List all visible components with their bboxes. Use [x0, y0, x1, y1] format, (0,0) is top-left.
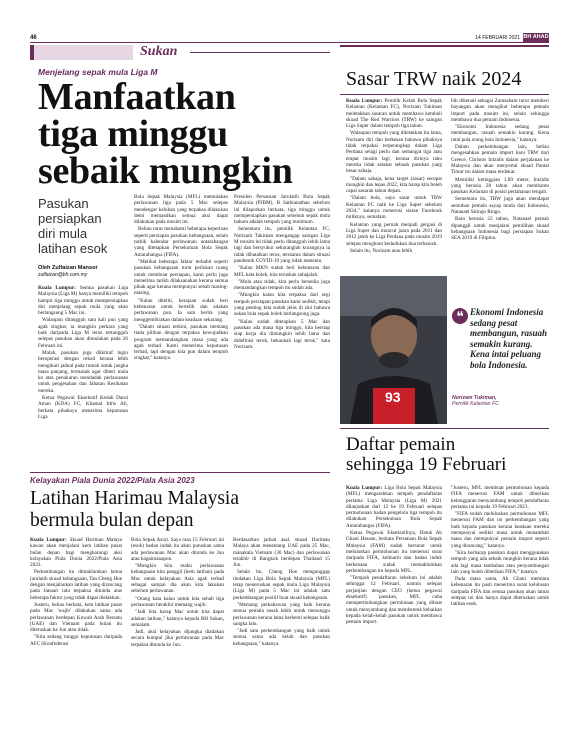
story3-top-rule — [30, 472, 330, 473]
story1-para: "Kalau MKN sudah beri kebenaran dan MFL kata boleh, kita teruskan sahajalah. — [234, 265, 330, 278]
story2-para: Sementara itu, TRW juga akan mendapat sentuhan pemain sayap muda dari Indonesia, Natanael Siringo Ringo. — [451, 196, 549, 216]
quote-mark-icon: ❝ — [452, 308, 468, 324]
story4-para: "Kita berharap pasukan dapat menggunakan tempoh yang ada sebaik mungkin kerana tidak ada lagi masa tambahan atau penyambungan lain yang boleh diberikan FIFA," katanya. — [451, 549, 549, 575]
story2-para: Kuala Lumpur: Pemilik Kelab Bola Sepak Kelantan (Kelantan FC), Norizam Tukiman meletakkan sasaran untuk membawa kembali skuad The Red Warriors (TRW) ke saingan Liga Super dalam tempoh tiga tahun. — [346, 98, 442, 130]
story3-para: "Jadi kita harap Mac untuk kita dapat adakan latihan," katanya kepada BH Sukan, semalam. — [131, 609, 224, 628]
story4-top-rule — [340, 428, 549, 429]
story1-headline-line: Manfaatkan — [38, 76, 236, 118]
story2-para: "Ekonomi Indonesia sedang pesat membangun, rasuah semakin kurang. Kena intai pula orang bola Indonesia," katanya. — [451, 124, 549, 143]
story2-quote-role: Pemilik Kelantan FC — [452, 401, 499, 407]
story1-para: "Kalau sudah ditetapkan 5 Mac dan pasukan ada masa tiga minggu, kita bersiap siap kerja dia dimungkin lebih lama dan didefinisi teruk, bekankah lagi teruk," kata Norizam. — [234, 318, 330, 350]
story2-para: "Dalam bola, saya sasar untuk TRW Kelantan FC naik ke Liga Super sebelum 2024," katanya menerusi siaran Facebook miliknya, semalam. — [346, 195, 442, 221]
section-tab-accent — [30, 45, 34, 60]
story3-para: "Mungkin kita mahu perlawanan kebangsaan kita panggil (kem latihan) pada Mac untuk kelayakan Asia agak terhad sebagai sampai dia akan kita lakukan sebelum perlawanan. — [131, 563, 224, 595]
story1-para: Bola Sepak Malaysia (MFL) memulakan perlawanan liga pada 5 Mac selepas mendengar keluhan yang terpaksa dilakukan demi memastikan semua aksi dapat dilakukan pada musim ini. — [134, 194, 228, 226]
story3-para: "Memang perkahawan yang baik kerana semua pemain susah lebih untuk menunggu perlawanan kerana lama berhenti selepas balik sangka lalu. — [233, 601, 330, 627]
dateline: Kuala Lumpur: — [346, 98, 383, 104]
story3-headline-line: bermula bulan depan — [30, 510, 194, 531]
page-number: 46 — [30, 35, 37, 41]
section-tab-bg — [30, 45, 133, 60]
story4-para: "Tempoh pendaftaran sebelum ini adalah sehingga 12 Februari, namun selepas perjanjian dengan CEO (ketua pegawai eksekutif) pasukan, MFL cuba mempertimbangkan permintaan yang dibuat untuk menyambung dan membentuk kebaikan kepada kelab-kelab pasukan untuk membawa pemain import. — [346, 575, 442, 626]
story1-para: Presiden Persatuan Jurulatih Bola Sepak Malaysia (PJBM), B Sathianathan sebelum ini dilaporkan berkata, tiga minggu untuk mempersiapkan pasukan sebelum sepak mula baharu adalah tempoh yang minimum. — [234, 194, 330, 226]
story3-para: "Kita sedang tunggu keputusan daripada AFC (Konfederasi — [30, 634, 122, 647]
story4-para: "FIFA sudah meluluskan permohonan MFL menerusi FAM dan ini perkembangan yang baik kepada pasukan kerana keadaan mereka mempunyai sedikit masa untuk menambah masa dan mempunyai pemain import seperti yang dirancang," katanya. — [451, 511, 549, 549]
story1-deck-line: persiapkan — [38, 211, 102, 226]
story1-para: "Mula atau tidak, kita perlu bersedia juga memandangkan tempoh itu sudah ada. — [234, 278, 330, 292]
story3-para: Bola Sepak Asia). Saya rasa 15 Februari ini (esok) badan induk itu akan putuskan sama ada perlawanan Mac akan ditunda ke Jun atau bagaimanapun. — [131, 537, 224, 562]
story4-headline-line: Daftar pemain — [346, 434, 456, 455]
story3-para: Jadi, aksi kelayakan dijangka diadakan secara kumpul jika perlawanan pada Mac terpaksa ditunda ke Jun. — [131, 629, 224, 648]
story1-headline-line: sebaik mungkin — [38, 150, 293, 192]
story4-para: Kuala Lumpur: Liga Bola Sepak Malaysia (MFL) mengarahkan tempoh pendaftaran pertama Liga Malaysia (Liga M) 2021 dilanjutkan dari 12 ke 19 Februari selepas permohonan badan pengelola tiga tempoh itu dilakukan Persekutuan Bola Sepak Antarabangsa (FIFA). — [346, 485, 442, 529]
story2-para: Walaupun tempoh yang diletakkan itu lama, Norizam diri dan berkesan bahawa pihaknya tidak terpakai terperangkap dalam Liga Perdana selagi perlu dan semangat tiga atau empat musim lagi, kerana dirinya tahu mereka tidak setakat sebuah pasukan yang besar sahaja. — [346, 130, 442, 175]
player-photo — [340, 276, 447, 424]
brand-logo: BH AHAD — [523, 34, 549, 40]
story3-para: Berdasarkan jadual asal, skuad Harimau Malaya akan menentang UAE pada 25 Mac, manakala Vietnam (30 Mac) dan perlawanan terakhir di Bangkok berdepan Thailand 15 Jun. — [233, 537, 330, 569]
jersey-number: 93 — [385, 389, 401, 405]
story1-para: "Dalam situasi terkini, pasukan memang tiada pilihan dengan terpaksa kewujudkan program memandangkan masa yang ada agak terhad. Kami menerima keputusan terhad, tapi dengan kita pun dalam tempoh singkat," katanya. — [134, 323, 228, 362]
story2-para: Dalam perkembangan lain, beliau mengesahkan pemain import baru TRW dari Greece, Christos Intzidis dalam perjalanan ke Malaysia dan akan menyertai skuad Pantai Timur itu dalam masa terdekat. — [451, 144, 549, 176]
section-label: Sukan — [140, 44, 178, 59]
header-rule — [30, 42, 549, 43]
story4-para: "Justeru, MFL membuat permohonan kepada FIFA menerusi FAM untuk diberikan kelonggaran menyambung tempoh pendaftaran pertama ini kepada 19 Februari 2021. — [451, 485, 549, 510]
story1-para: Walaupun ditangguh satu kali pun yang agak singkat, ia mungkin perkara yang baik daripada Liga M terus tertangguh selepas pasukan akan dimulakan pada 26 Februari ini. — [38, 317, 128, 349]
story1-para: Beliau turut menahami beberapa keperluan seperti persiapan pasukan kebangsaan, selain turkik kalendar perlawanan antarabangsa yang ditetapkan Persekutuan Bola Sepak Antarabangsa (FIFA). — [134, 226, 228, 258]
story2-para: Selain itu, Norizam atau lebih — [350, 247, 413, 254]
story2-para: bih dikenali sebagai Zamsaham turut memberi bayangan akan mengikat beberapa pemain import pada musim ini, selain sehingga membawa dua pemain Indonesia. — [451, 98, 549, 123]
story3-para: "Orang kata kalau untuk kita sebab tiga perlawanan berakhir memang wajib. — [131, 595, 224, 608]
story1-para: Malah, pasukan juga diiktiraf ingin beroperasi dengan rekod kerana lebih mengikuti jadual pada rumah untuk jangka masa panjang, termasuk agar diberi mula ke atas penukaran mendadak perlawanan untuk pengesahan dan Jabatan Kesihatan mereka. — [38, 349, 128, 394]
story4-headline — [346, 435, 506, 475]
story2-headline: Sasar TRW naik 2024 — [346, 68, 522, 90]
story1-kicker: Menjelang sepak mula Liga M — [38, 67, 158, 77]
story1-deck-line: diri mula — [38, 226, 88, 241]
dateline: Kuala Lumpur: — [30, 537, 67, 543]
story2-col1 — [346, 98, 442, 274]
story4-para: Pada masa sama, Ab Ghani meminta kebenaran itu pasti menerima surat kelulusan daripada FIFA dan semua pasukan akan tamat selepas ini dan hanya dapat diteruskan untuk latihan esok. — [451, 576, 549, 608]
story1-deck-line: latihan esok — [38, 241, 108, 256]
story1-deck-line: Pasukan — [38, 196, 89, 211]
story1-para: "Mungkin kalau kita terpaksa dari segi tempoh persiapan pasukan kami sedikit, tetapi yang penting kita sudah jelas di sini bahawa sukan bola sepak boleh berlangsung juga. — [234, 292, 330, 318]
story3-col1 — [30, 537, 122, 701]
story1-col3 — [234, 194, 330, 466]
story3-para: Justeru, beliau berkata, kem latihan pusat pada Mac 'wajib' dilakukan sama ada perlawanan berdepan Kuwait Arab Bersatu (UAE) dan Vietnam pada bulan itu diteruskan ke Jun atau tidak. — [30, 601, 122, 634]
story1-para: "Melihat beberapa faktor terbabit seperti pasukan kebangsaan turut perlukan ruang untuk membuat persiapan, kami perlu juga menerima tarikh dilaksanakan kerana semua pihak agar kerana mempunyai sebab masing-masing. — [134, 258, 228, 297]
story2-top-rule — [340, 45, 549, 47]
story1-headline-line: tiga minggu — [38, 113, 228, 155]
story4-col2 — [451, 485, 549, 701]
dateline: Kuala Lumpur: — [38, 285, 76, 291]
story1-para: Sementara itu, pemilik Kelantan FC, Norizam Tukiman mengangap saingan Liga M musim ini tidak perlu ditangguh lebih lama lagi dan bersyukur sekuranglah kurangnya ia tidak dibatalkan terus, terutama dalam situasi pandemik COVID-19 yang tidak menentu. — [234, 226, 330, 264]
story2-head-rule — [340, 94, 549, 95]
story2-para: Baru berusia 22 tahun, Natanael pernah dipanggil untuk menjalani pemilihan skuad kebangsaan Indonesia bagi persiapan Sukan SEA 2019 di Filipina. — [451, 216, 549, 242]
story1-para: Kuala Lumpur: Semua pasukan Liga Malaysia (Liga M) hanya memiliki tempoh hampir tiga minggu untuk mempersiapkan diri menjelang sepak mula yang akan berlangsung 5 Mac ini. — [38, 285, 128, 317]
story1-deck — [38, 196, 107, 256]
story1-col2 — [134, 194, 228, 466]
story2-para: Memiliki ketinggian 1.89 meter, Intzidis yang berusia 28 tahun akan membantu pasukan Kelantan di posisi pertahanan tengah. — [451, 176, 549, 196]
story2-quote: Ekonomi Indonesia sedang pesat membangun, rasuah semakin kurang. Kena intai peluang bola Indonesia. — [470, 307, 548, 370]
story3-para: "Jadi satu perkembangan yang baik untuk semua sama ada kelab dan pasukan kebangsaan," katanya. — [233, 628, 330, 647]
story3-col2 — [131, 537, 224, 701]
story1-headline — [38, 76, 293, 192]
story4-col1 — [346, 485, 442, 701]
story4-para: Ketua Pegawai Eksekutifnya, Datuk Ab Ghani Hassan, berkata Persatuan Bola Sepak Malaysia (FAM) sudah bersurat untuk meluluskan permohonan itu menerusi surat daripada FIFA, kelmarin dan badan induk berkenaan sudah memaklumkan perkembangan itu kepada MFL. — [346, 530, 442, 574]
story2-col2 — [451, 98, 549, 298]
story3-headline-line: Latihan Harimau Malaysia — [30, 488, 240, 509]
story1-col1 — [38, 285, 128, 465]
story1-para: "Kalau diteliti, kerajaan sudah beri kebenaran untuk bertelih dan adakan perlawanan pun. Ia satu berita yang menggembirakan dalam keadaan sekarang. — [134, 297, 228, 323]
story3-kicker: Kelayakan Piala Dunia 2022/Piala Asia 2023 — [30, 476, 195, 485]
story3-para: Selain itu, Cheng Hoe mengunggap tindakan Liga Bola Sepak Malaysia (MFL) tetap meneruskan sepak mula Liga Malaysia (Liga M) pada 5 Mac ini adalah satu perkembangan positif buat skuad kebangsaan. — [233, 569, 330, 601]
story2-para: "Dalam sahaja, kena target (sasar) secepat mungkin dan lepas 2022, kita harap kita boleh capai sasaran tahun depan. — [346, 175, 442, 195]
story1-para: Ketua Pegawai Eksekutif Kedah Darul Aman (KDA) FC, Khamal Idris Ali, berkata pihaknya menerima keputusan Liga — [38, 395, 128, 420]
story3-headline — [30, 488, 239, 532]
dateline: Kuala Lumpur: — [346, 485, 383, 491]
story3-col3 — [233, 537, 330, 701]
story2-para: Kelantan yang pernah menjadi gergasi di Liga Super dan muncul juara pada 2011 dan 2012 jatuh ke Liga Perdana pada musim 2019 selepas menghuni kedudukan dua terbawah. — [346, 221, 442, 247]
story4-headline-line: sehingga 19 Februari — [346, 454, 507, 475]
story2-quote-name: Norizam Tukiman, — [452, 395, 497, 401]
story3-para: Perkembangan itu dimaklumkan ketua jurulatih skuad kebangsaan, Tan Cheng Hoe dengan menjalankan latihan yang dirancang pada Januari lalu terpaksa ditunda atas beberapa faktor yang tidak dapat dielakkan. — [30, 569, 122, 601]
story1-byline-email: zulfaizan@bh.com.my — [38, 272, 88, 278]
story3-para: Kuala Lumpur: Skuad Harimau Malaya kawan akan menjalani kem latihan pusat bulan depan bagi mengharungi aksi kelayakan Piala Dunia 2022/Piala Asia 2023. — [30, 537, 122, 569]
page-date: 14 FEBRUARI 2021 — [475, 35, 520, 41]
story1-byline-name: Oleh Zulfaizan Mansor — [38, 265, 98, 271]
section-rule — [190, 52, 330, 53]
